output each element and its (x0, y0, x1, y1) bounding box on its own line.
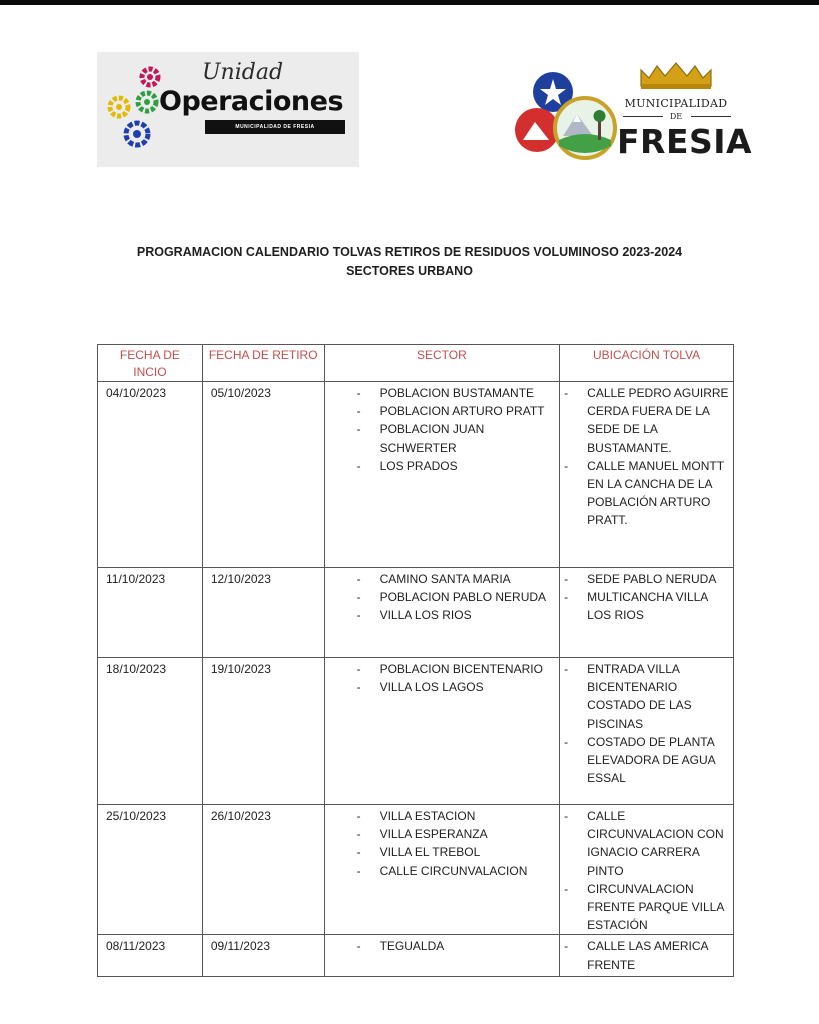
table-row (98, 382, 734, 568)
municipal-emblem-icon (515, 66, 617, 166)
cell-fecha-inicio: 11/10/2023 (98, 568, 203, 658)
table-row (98, 658, 734, 805)
ubicacion-item: - CALLE LAS AMERICA FRENTE (572, 937, 729, 973)
logo-unidad-text: Unidad (202, 60, 284, 85)
header-sector: SECTOR (324, 345, 560, 382)
sector-item: - POBLACION PABLO NERUDA (333, 588, 552, 606)
cell-sector (324, 568, 560, 658)
cell-sector (324, 658, 560, 805)
cell-ubicacion (560, 658, 734, 805)
ubicacion-item: - SEDE PABLO NERUDA (572, 570, 729, 588)
header-ubicacion-tolva: UBICACIÓN TOLVA (560, 345, 734, 382)
sector-item: - VILLA ESPERANZA (333, 825, 552, 843)
sector-item: - VILLA LOS LAGOS (333, 678, 552, 696)
schedule-table (97, 344, 734, 977)
sector-item: - POBLACION ARTURO PRATT (333, 402, 552, 420)
top-edge-bar (0, 0, 819, 5)
cell-sector (324, 935, 560, 977)
ubicacion-item: - ENTRADA VILLA BICENTENARIO COSTADO DE LAS PISCINAS (572, 660, 729, 733)
sector-item: - CAMINO SANTA MARIA (333, 570, 552, 588)
ubicacion-item: - CALLE MANUEL MONTT EN LA CANCHA DE LA POBLACIÓN ARTURO PRATT. (572, 457, 729, 530)
cell-fecha-inicio: 25/10/2023 (98, 805, 203, 935)
sector-item: - POBLACION BUSTAMANTE (333, 384, 552, 402)
header-fecha-inicio: FECHA DE INCIO (98, 345, 203, 382)
ubicacion-item: - COSTADO DE PLANTA ELEVADORA DE AGUA ESSAL (572, 733, 729, 788)
cell-sector (324, 382, 560, 568)
logo-divider-right (691, 116, 731, 117)
sector-item: - POBLACION BICENTENARIO (333, 660, 552, 678)
sector-item: - POBLACION JUAN SCHWERTER (333, 420, 552, 456)
table-header-row (98, 345, 734, 382)
ubicacion-item: - CALLE CIRCUNVALACION CON IGNACIO CARRERA PINTO (572, 807, 729, 880)
cell-fecha-retiro: 26/10/2023 (202, 805, 324, 935)
logo-municipalidad-text: MUNICIPALIDAD (624, 97, 728, 110)
cell-ubicacion (560, 382, 734, 568)
cell-fecha-retiro: 19/10/2023 (202, 658, 324, 805)
cell-fecha-retiro: 05/10/2023 (202, 382, 324, 568)
sector-item: - CALLE CIRCUNVALACION (333, 862, 552, 880)
sector-item: - LOS PRADOS (333, 457, 552, 475)
logo-municipalidad-subtitle: MUNICIPALIDAD DE FRESIA (205, 120, 345, 134)
header-fecha-retiro: FECHA DE RETIRO (202, 345, 324, 382)
sector-item: - VILLA ESTACION (333, 807, 552, 825)
logo-de-text: DE (669, 112, 683, 121)
cell-ubicacion (560, 935, 734, 977)
table-row (98, 805, 734, 935)
municipalidad-fresia-logo (515, 58, 753, 173)
sector-item: - TEGUALDA (333, 937, 552, 955)
cell-fecha-inicio: 04/10/2023 (98, 382, 203, 568)
document-subtitle: SECTORES URBANO (346, 264, 473, 278)
cell-ubicacion (560, 805, 734, 935)
cell-fecha-inicio: 08/11/2023 (98, 935, 203, 977)
gears-icon (105, 62, 165, 152)
cell-ubicacion (560, 568, 734, 658)
crown-icon (637, 60, 715, 90)
logo-fresia-text: FRESIA (617, 122, 753, 161)
table-row (98, 935, 734, 977)
table-row (98, 568, 734, 658)
document-title: PROGRAMACION CALENDARIO TOLVAS RETIROS DE RESIDUOS VOLUMINOSO 2023-2024 (136, 245, 683, 259)
sector-item: - VILLA LOS RIOS (333, 606, 552, 624)
logo-operaciones-text: Operaciones (159, 86, 344, 117)
ubicacion-item: - CIRCUNVALACION FRENTE PARQUE VILLA ESTACIÓN (572, 880, 729, 935)
cell-fecha-retiro: 12/10/2023 (202, 568, 324, 658)
ubicacion-item: - MULTICANCHA VILLA LOS RIOS (572, 588, 729, 624)
cell-sector (324, 805, 560, 935)
unidad-operaciones-logo (97, 52, 359, 167)
cell-fecha-inicio: 18/10/2023 (98, 658, 203, 805)
sector-item: - VILLA EL TREBOL (333, 843, 552, 861)
cell-fecha-retiro: 09/11/2023 (202, 935, 324, 977)
ubicacion-item: - CALLE PEDRO AGUIRRE CERDA FUERA DE LA SEDE DE LA BUSTAMANTE. (572, 384, 729, 457)
